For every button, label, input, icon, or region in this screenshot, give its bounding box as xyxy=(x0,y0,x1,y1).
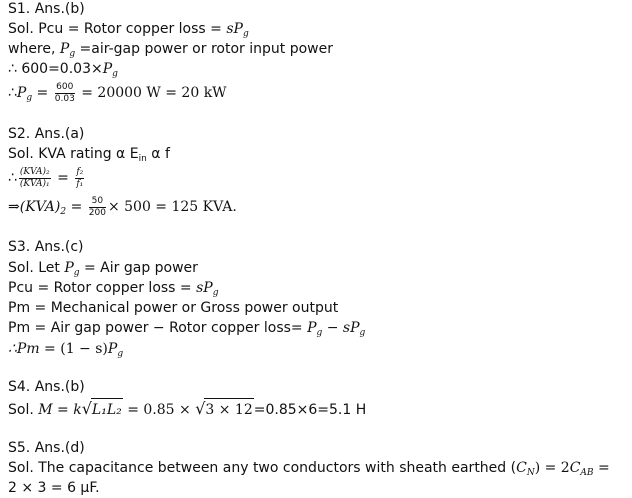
s2-l3-fraction xyxy=(89,196,106,219)
s1-l4-fraction xyxy=(55,82,75,105)
s3-l1-text: Sol. Let xyxy=(8,260,65,276)
s1-l4-result: = 20000 W = 20 kW xyxy=(76,85,227,101)
s5-l1-C2: C xyxy=(569,460,581,476)
s1-l1-sub: g xyxy=(242,29,249,39)
s3-l2-sub: g xyxy=(212,288,219,298)
s3-l5-pre: ∴Pm xyxy=(8,341,40,357)
s2-l1-text: Sol. KVA rating α E xyxy=(8,146,139,162)
s2-l3-tail: × 500 = 125 KVA. xyxy=(107,199,237,215)
s1-l4-num: 600 xyxy=(56,81,74,92)
s2-l1-sub: in xyxy=(138,154,147,164)
s4-heading: S4. Ans.(b) xyxy=(8,379,85,395)
s2-l3-eq: = xyxy=(66,199,87,215)
s3-l1-P: P xyxy=(64,260,74,276)
s4-l1-tail: =0.85×6=5.1 H xyxy=(253,402,367,418)
s2-l3-pre: ⇒(KVA) xyxy=(8,199,61,215)
s1-l2-pre: where, xyxy=(8,41,60,57)
s1-l4-P: P xyxy=(16,85,27,101)
s1-heading: S1. Ans.(b) xyxy=(8,1,85,17)
s1-l1-s: sP xyxy=(226,21,243,37)
s1-l3-sub: g xyxy=(112,69,118,79)
s5-line-2: 2 × 3 = 6 μF. xyxy=(8,480,100,496)
s5-heading: S5. Ans.(d) xyxy=(8,440,85,456)
s5-l1-sub: N xyxy=(526,468,535,478)
s1-l3-P: P xyxy=(102,61,113,77)
s4-l1-mid: = 0.85 × xyxy=(122,402,196,418)
s5-l1-tail: = xyxy=(593,460,610,476)
s2-l2-ffraction xyxy=(75,167,84,190)
s3-line-4 xyxy=(8,319,365,342)
s1-line-4 xyxy=(8,80,227,111)
s2-heading: S2. Ans.(a) xyxy=(8,126,85,142)
s5-l1-text: Sol. The capacitance between any two conductors with sheath earthed ( xyxy=(8,460,517,476)
s4-l1-eq: = k xyxy=(52,402,82,418)
s2-l1-tail: α f xyxy=(146,146,170,162)
s5-l1-C: C xyxy=(516,460,527,476)
s1-l4-den: 0.03 xyxy=(54,93,75,104)
s3-l2-s: sP xyxy=(196,280,213,296)
s3-l1-tail: = Air gap power xyxy=(79,260,198,276)
s3-l5-eq: = (1 − s) xyxy=(39,341,108,357)
s2-line-3 xyxy=(8,194,237,225)
s4-l1-pre: Sol. xyxy=(8,402,39,418)
s2-l2-fden: f₁ xyxy=(76,178,84,189)
s2-line-2 xyxy=(8,163,86,193)
s3-l4-text: Pm = Air gap power − Rotor copper loss= xyxy=(8,320,308,336)
s2-l2-eq: = xyxy=(52,170,74,186)
s3-l5-sub: g xyxy=(117,349,124,359)
s2-l2-fraction xyxy=(19,167,51,190)
s3-l2-text: Pcu = Rotor copper loss = xyxy=(8,280,197,296)
s1-l4-sub: g xyxy=(26,93,33,103)
s3-l1-sub: g xyxy=(73,268,80,278)
s3-l4-P: P xyxy=(307,320,317,336)
s4-l1-rad: L₁L₂ xyxy=(91,398,123,421)
s1-l2-P: P xyxy=(59,41,70,57)
s4-line-1 xyxy=(8,398,366,421)
s3-line-5 xyxy=(8,340,123,363)
s4-l1-rad2: 3 × 12 xyxy=(204,398,253,421)
s3-l5-P: P xyxy=(107,341,118,357)
s2-l2-num: (KVA)₂ xyxy=(19,166,50,177)
s1-l2-sub: g xyxy=(69,49,76,59)
s1-l2-text: =air-gap power or rotor input power xyxy=(75,41,333,57)
s4-l1-M: M xyxy=(38,402,53,418)
s2-l2-fnum: f₂ xyxy=(76,166,84,177)
sqrt-icon: √ xyxy=(81,399,92,418)
s2-l2-den: (KVA)₁ xyxy=(19,178,50,189)
s3-heading: S3. Ans.(c) xyxy=(8,239,84,255)
s1-l4-pre: ∴ xyxy=(8,85,17,101)
s3-l4-P2: P xyxy=(350,320,360,336)
s3-l4-sub2: g xyxy=(359,328,366,338)
s3-l4-sub: g xyxy=(316,328,323,338)
s1-l3-text: ∴ 600=0.03× xyxy=(8,61,103,77)
s2-l2-pre: ∴ xyxy=(8,170,17,186)
s2-l3-num: 50 xyxy=(89,196,106,208)
s5-l1-sub2: AB xyxy=(580,468,594,478)
s1-l1-text: Sol. Pcu = Rotor copper loss = xyxy=(8,21,227,37)
s2-l3-den: 200 xyxy=(88,207,106,218)
s5-l1-mid: ) = 2 xyxy=(534,460,570,476)
sqrt-icon: √ xyxy=(195,399,206,418)
s1-l4-eq: = xyxy=(32,85,53,101)
s3-l4-mid: − s xyxy=(322,320,351,336)
s2-l3-sub: 2 xyxy=(60,207,67,217)
s3-line-3: Pm = Mechanical power or Gross power output xyxy=(8,300,339,316)
